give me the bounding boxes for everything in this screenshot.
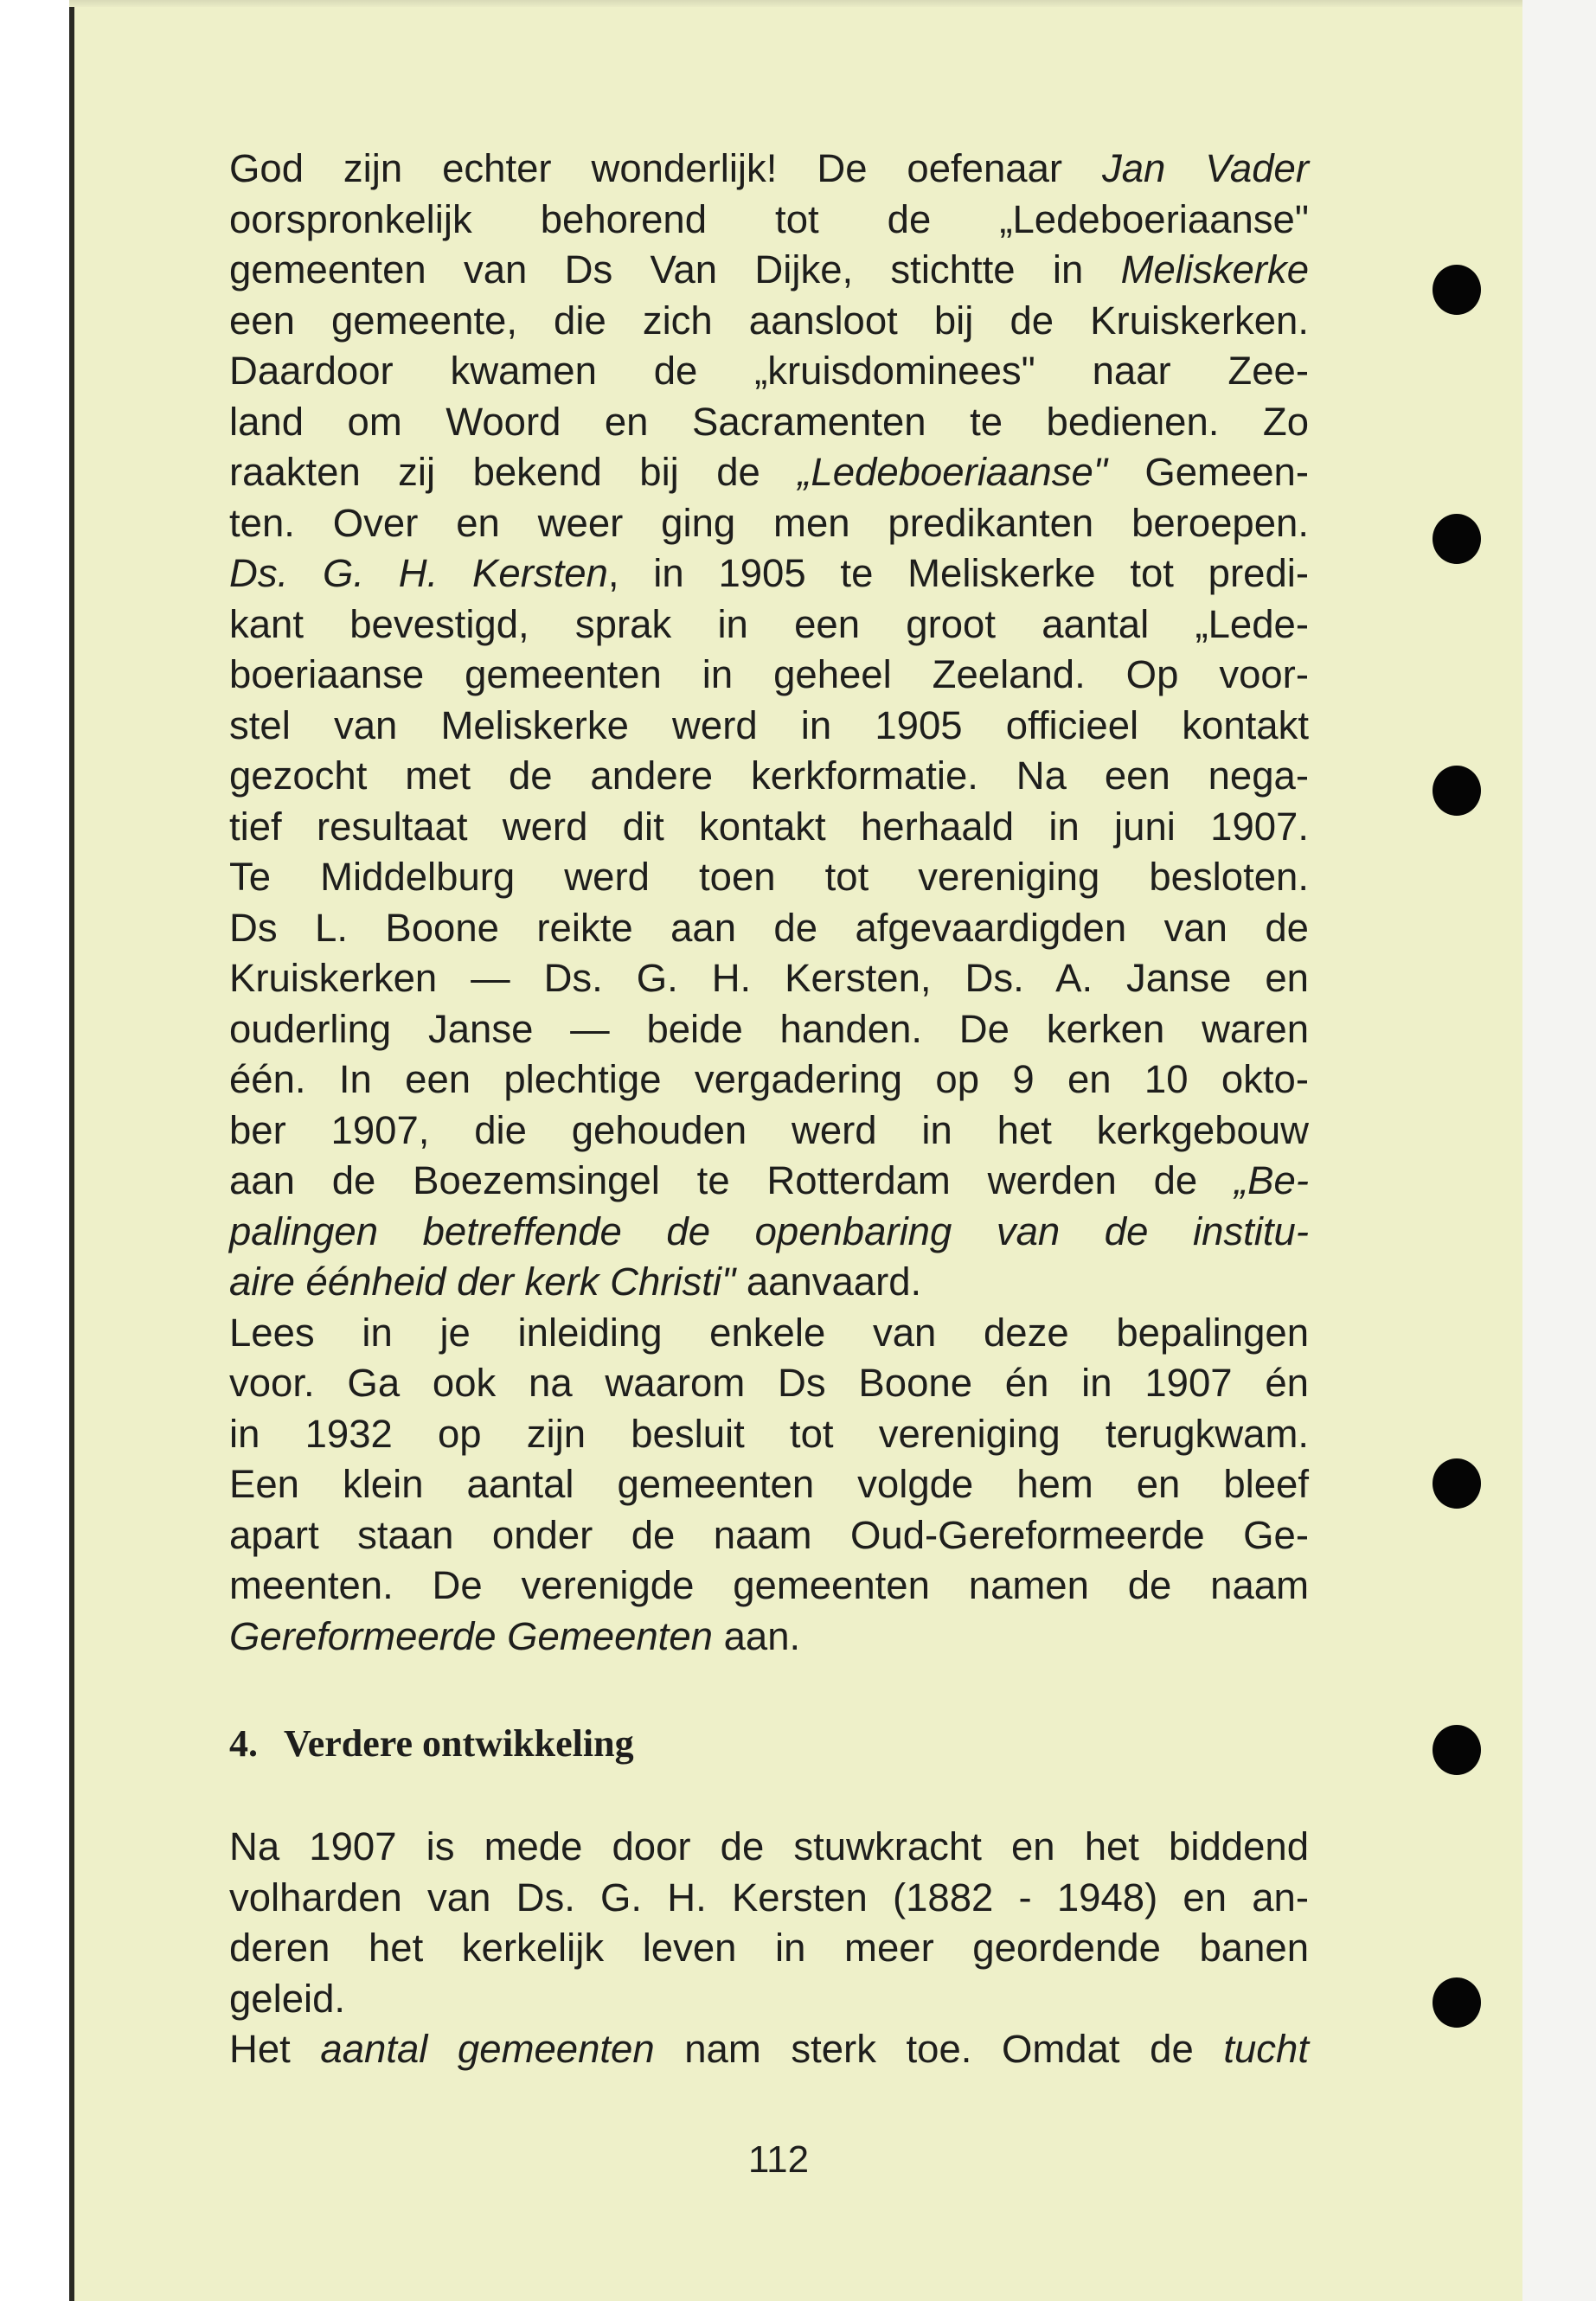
text-line: Na 1907 is mede door de stuwkracht en het biddend (229, 1824, 1309, 1868)
punch-hole (1433, 766, 1481, 816)
text-line: God zijn echter wonderlijk! De oefenaar Jan Vader (229, 146, 1309, 190)
text-line: Het aantal gemeenten nam sterk toe. Omdat de tucht (229, 2027, 1310, 2071)
paragraph-history (229, 144, 1309, 1662)
text-line: land om Woord en Sacramenten te bedienen. Zo (229, 399, 1309, 444)
scan-margin (1522, 0, 1596, 2301)
text-line: Ds L. Boone reikte aan de afgevaardigden van de (229, 905, 1309, 950)
text-line: deren het kerkelijk leven in meer geordende banen (229, 1926, 1309, 1970)
text-line: oorspronkelijk behorend tot de „Ledeboeriaanse" (229, 196, 1309, 241)
text-line: aire éénheid der kerk Christi" aanvaard. (229, 1259, 922, 1304)
text-line: Een klein aantal gemeenten volgde hem en bleef (229, 1462, 1309, 1506)
text-line: in 1932 op zijn besluit tot vereniging terugkwam. (229, 1411, 1309, 1456)
text-line: één. In een plechtige vergadering op 9 en 10 okto- (229, 1057, 1309, 1101)
text-line: ouderling Janse — beide handen. De kerken waren (229, 1006, 1309, 1051)
text-line: voor. Ga ook na waarom Ds Boone én in 1907 én (229, 1361, 1309, 1405)
text-line: aan de Boezemsingel te Rotterdam werden de „Be- (229, 1158, 1309, 1202)
text-line: Daardoor kwamen de „kruisdominees" naar Zee- (229, 349, 1309, 393)
text-line: Lees in je inleiding enkele van deze bepalingen (229, 1310, 1309, 1355)
text-line: boeriaanse gemeenten in geheel Zeeland. Op voor- (229, 652, 1309, 696)
text-line: geleid. (229, 1976, 346, 2021)
punch-hole (1433, 1458, 1481, 1509)
text-line: Gereformeerde Gemeenten aan. (229, 1613, 801, 1658)
text-line: Ds. G. H. Kersten, in 1905 te Meliskerke tot predi- (229, 551, 1310, 595)
text-line: Te Middelburg werd toen tot vereniging besloten. (229, 855, 1309, 899)
page-number: 112 (747, 2138, 810, 2181)
punch-hole (1433, 1977, 1481, 2028)
punch-hole (1433, 1725, 1481, 1775)
text-line: apart staan onder de naam Oud-Gereformeerde Ge- (229, 1512, 1309, 1557)
text-line: gemeenten van Ds Van Dijke, stichtte in Meliskerke (229, 247, 1309, 292)
text-line: stel van Meliskerke werd in 1905 officieel kontakt (229, 702, 1309, 747)
punch-hole (1433, 265, 1481, 315)
text-line: meenten. De verenigde gemeenten namen de naam (229, 1563, 1309, 1607)
text-line: palingen betreffende de openbaring van de institu- (229, 1208, 1309, 1253)
punch-hole (1433, 514, 1481, 564)
section-number: 4. (229, 1722, 258, 1765)
paragraph-development (229, 1822, 1309, 2075)
section-heading (229, 1721, 634, 1766)
text-line: kant bevestigd, sprak in een groot aantal „Lede- (229, 601, 1309, 646)
text-line: raakten zij bekend bij de „Ledeboeriaanse" Gemeen- (229, 450, 1310, 494)
text-line: een gemeente, die zich aansloot bij de Kruiskerken. (229, 298, 1309, 343)
text-line: ten. Over en weer ging men predikanten beroepen. (229, 500, 1309, 545)
text-line: Kruiskerken — Ds. G. H. Kersten, Ds. A. Janse en (229, 956, 1309, 1000)
text-line: ber 1907, die gehouden werd in het kerkgebouw (229, 1107, 1309, 1152)
text-line: tief resultaat werd dit kontakt herhaald in juni 1907. (229, 804, 1309, 849)
text-line: volharden van Ds. G. H. Kersten (1882 - 1948) en an- (229, 1875, 1309, 1920)
section-title: Verdere ontwikkeling (284, 1722, 634, 1765)
text-line: gezocht met de andere kerkformatie. Na een nega- (229, 753, 1309, 798)
